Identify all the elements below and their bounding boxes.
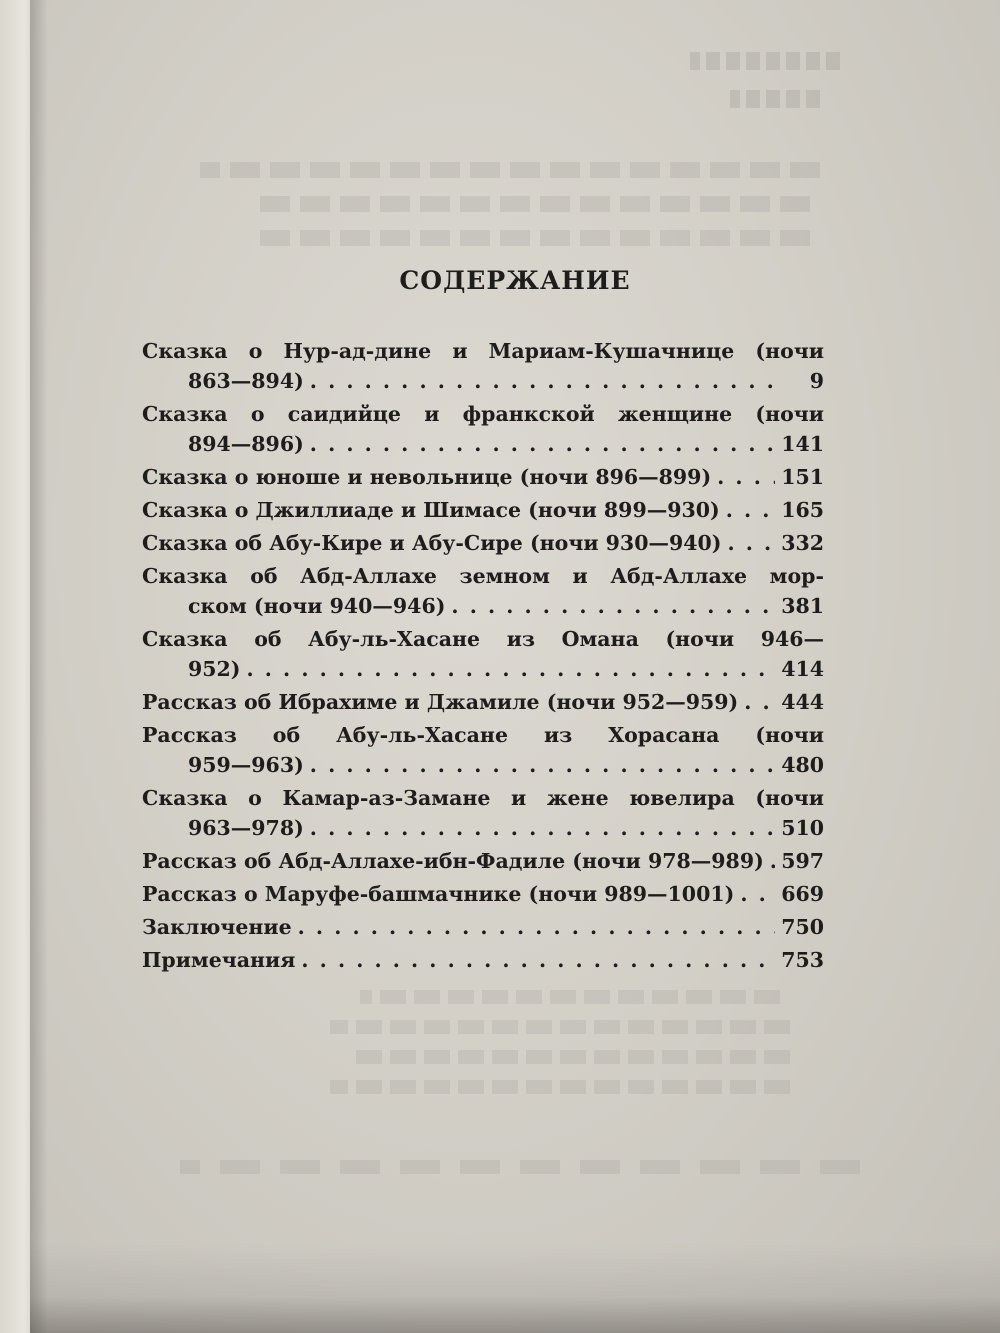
dot-leader bbox=[310, 366, 778, 396]
page-title: СОДЕРЖАНИЕ bbox=[399, 266, 631, 295]
toc-entry-title: Сказка об Абд-Аллахе земном и Абд-Аллахе мор- bbox=[142, 564, 824, 588]
toc-entry-title-cont: 894—896) bbox=[188, 432, 304, 456]
bleed-through-mark bbox=[250, 230, 810, 246]
toc-page-number: 165 bbox=[781, 498, 824, 522]
toc-entry-title-cont: 952) bbox=[188, 657, 241, 681]
bleed-through-mark bbox=[360, 990, 780, 1004]
toc-page-number: 480 bbox=[781, 753, 824, 777]
dot-leader bbox=[301, 945, 775, 975]
bleed-through-mark bbox=[250, 196, 810, 212]
toc-entry-title: Рассказ об Абу-ль-Хасане из Хорасана (ночи bbox=[142, 723, 824, 747]
bleed-through-mark bbox=[330, 1020, 790, 1034]
toc-entry-title: Сказка о Джиллиаде и Шимасе (ночи 899—930) bbox=[142, 498, 720, 522]
toc-entry-title: Примечания bbox=[142, 948, 296, 972]
toc-page-number: 597 bbox=[781, 849, 824, 873]
bleed-through-mark bbox=[330, 1080, 790, 1094]
bleed-through-mark bbox=[730, 90, 820, 108]
toc-page-number: 141 bbox=[781, 432, 824, 456]
table-of-contents bbox=[142, 336, 824, 978]
toc-entry-title: Сказка о саидийце и франкской женщине (ночи bbox=[142, 402, 824, 426]
bleed-through-mark bbox=[200, 162, 820, 178]
toc-page-number: 753 bbox=[781, 948, 824, 972]
toc-page-number: 414 bbox=[781, 657, 824, 681]
toc-page-number: 332 bbox=[781, 531, 824, 555]
toc-entry bbox=[142, 561, 824, 621]
toc-page-number: 151 bbox=[781, 465, 824, 489]
toc-entry bbox=[142, 336, 824, 396]
toc-page-number: 669 bbox=[781, 882, 824, 906]
toc-entry bbox=[142, 879, 824, 909]
toc-entry bbox=[142, 495, 824, 525]
toc-entry-title: Сказка о юноше и невольнице (ночи 896—899) bbox=[142, 465, 712, 489]
toc-entry-title: Рассказ о Маруфе-башмачнике (ночи 989—1001) bbox=[142, 882, 735, 906]
bleed-through-mark bbox=[690, 52, 840, 70]
toc-page-number: 9 bbox=[809, 369, 824, 393]
dot-leader bbox=[310, 750, 775, 780]
toc-entry-title-cont: 863—894) bbox=[188, 369, 304, 393]
toc-entry-title: Сказка об Абу-ль-Хасане из Омана (ночи 946— bbox=[142, 627, 824, 651]
dot-leader bbox=[740, 879, 775, 909]
toc-entry-title-cont: ском (ночи 940—946) bbox=[188, 594, 446, 618]
toc-entry bbox=[142, 945, 824, 975]
dot-leader bbox=[298, 912, 776, 942]
toc-entry-title: Сказка о Камар-аз-Замане и жене ювелира (ночи bbox=[142, 786, 824, 810]
dot-leader bbox=[727, 528, 775, 558]
dot-leader bbox=[451, 591, 775, 621]
toc-entry-title: Заключение bbox=[142, 915, 292, 939]
toc-page-number: 510 bbox=[781, 816, 824, 840]
page-bottom-shadow bbox=[30, 1243, 1000, 1333]
spine-shadow bbox=[30, 0, 48, 1333]
toc-entry bbox=[142, 846, 824, 876]
dot-leader bbox=[310, 813, 775, 843]
toc-entry bbox=[142, 399, 824, 459]
bleed-through-mark bbox=[180, 1160, 860, 1174]
dot-leader bbox=[726, 495, 776, 525]
toc-entry-title-cont: 959—963) bbox=[188, 753, 304, 777]
toc-entry-title: Сказка о Нур-ад-дине и Мариам-Кушачнице (ночи bbox=[142, 339, 824, 363]
toc-page-number: 444 bbox=[781, 690, 824, 714]
toc-entry bbox=[142, 462, 824, 492]
toc-entry-title-cont: 963—978) bbox=[188, 816, 304, 840]
toc-entry bbox=[142, 912, 824, 942]
toc-entry-title: Рассказ об Ибрахиме и Джамиле (ночи 952—959) bbox=[142, 690, 739, 714]
toc-entry-title: Сказка об Абу-Кире и Абу-Сире (ночи 930—940) bbox=[142, 531, 722, 555]
dot-leader bbox=[310, 429, 775, 459]
bleed-through-mark bbox=[350, 1050, 790, 1064]
dot-leader bbox=[247, 654, 776, 684]
toc-entry bbox=[142, 687, 824, 717]
toc-entry bbox=[142, 783, 824, 843]
toc-entry bbox=[142, 624, 824, 684]
toc-entry bbox=[142, 720, 824, 780]
dot-leader bbox=[717, 462, 775, 492]
toc-entry bbox=[142, 528, 824, 558]
book-page bbox=[30, 0, 1000, 1333]
toc-page-number: 381 bbox=[781, 594, 824, 618]
dot-leader bbox=[770, 846, 775, 876]
toc-entry-title: Рассказ об Абд-Аллахе-ибн-Фадиле (ночи 978—989) bbox=[142, 849, 764, 873]
toc-page-number: 750 bbox=[781, 915, 824, 939]
dot-leader bbox=[744, 687, 775, 717]
